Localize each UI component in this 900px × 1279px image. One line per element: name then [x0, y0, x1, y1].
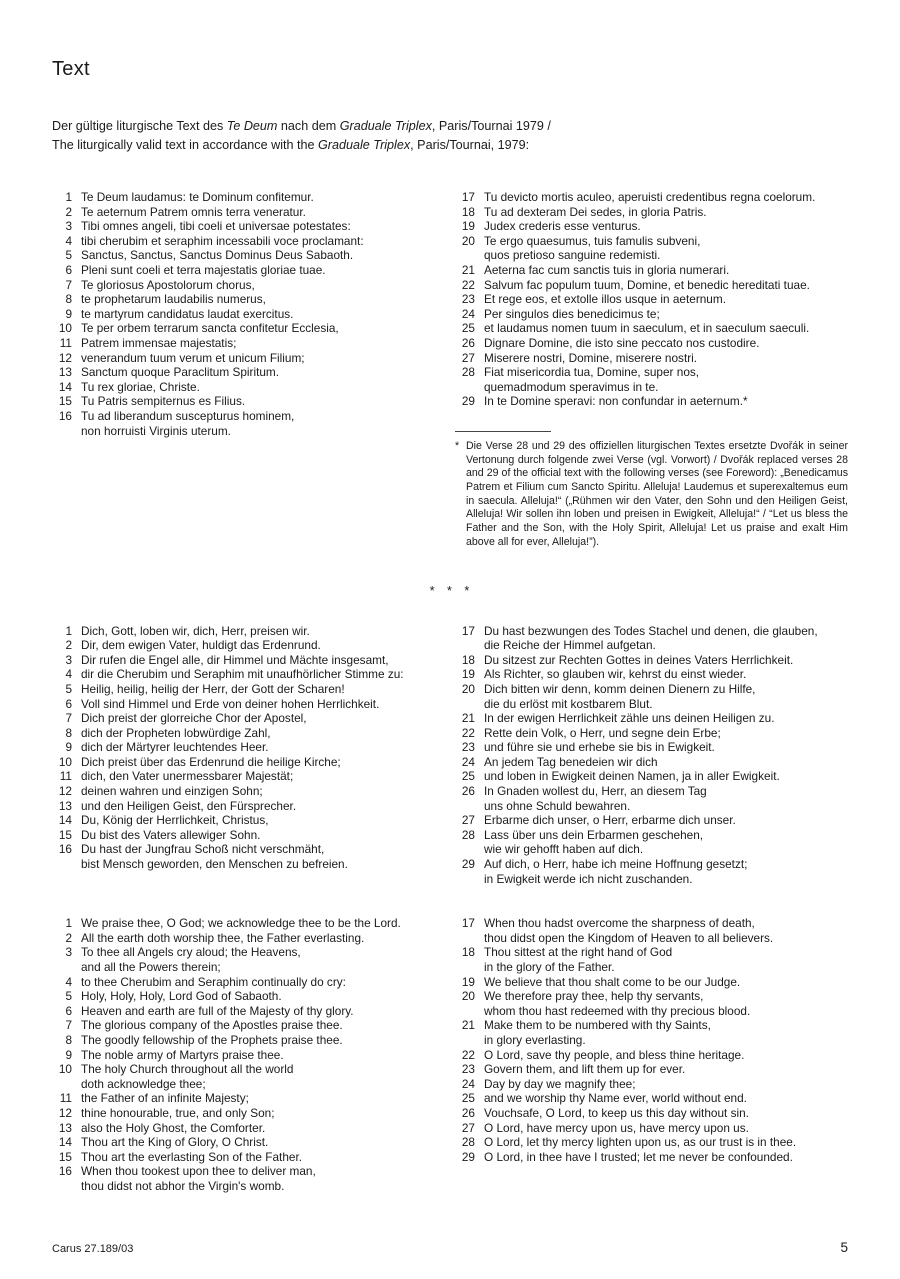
verse-text: Et rege eos, et extolle illos usque in aeternum.: [484, 292, 726, 307]
verse-text: Als Richter, so glauben wir, kehrst du einst wieder.: [484, 667, 747, 682]
verse-number: 2: [65, 204, 72, 219]
verse-row: [52, 1121, 455, 1136]
verse-row: [52, 1150, 455, 1165]
verse-number: 14: [58, 379, 72, 394]
verse-text: The holy Church throughout all the world doth acknowledge thee;: [81, 1062, 294, 1091]
verse-text: dir die Cherubim und Seraphim mit unaufhörlicher Stimme zu:: [81, 667, 404, 682]
footnote-marker: *: [455, 439, 460, 452]
verse-text: Dich preist über das Erdenrund die heilige Kirche;: [81, 754, 341, 769]
verse-number: 20: [461, 681, 475, 696]
verse-number: 17: [461, 190, 475, 204]
verse-text: Du bist des Vaters allewiger Sohn.: [81, 827, 261, 842]
verse-row: [52, 394, 455, 409]
page-number: 5: [840, 1240, 848, 1255]
latin-right-column: [455, 190, 848, 550]
verse-text: Tu devicto mortis aculeo, aperuisti credentibus regna coelorum.: [484, 190, 816, 204]
verse-number: 28: [461, 365, 475, 380]
intro-text-segment: nach dem: [277, 119, 340, 133]
verse-number: 26: [461, 784, 475, 799]
verse-number: 18: [461, 204, 475, 219]
verse-number: 18: [461, 652, 475, 667]
verse-row: [52, 1062, 455, 1091]
verse-row: [455, 989, 848, 1018]
verse-text: Du sitzest zur Rechten Gottes in deines Vaters Herrlichkeit.: [484, 652, 794, 667]
verse-row: [455, 190, 848, 205]
german-verse-list-right: [455, 624, 848, 887]
verse-text: Te per orbem terrarum sancta confitetur Ecclesia,: [81, 321, 339, 336]
verse-row: [455, 351, 848, 366]
verse-number: 1: [65, 916, 72, 931]
verse-text: the Father of an infinite Majesty;: [81, 1091, 249, 1106]
verse-text: An jedem Tag benedeien wir dich: [484, 754, 658, 769]
verse-text: All the earth doth worship thee, the Father everlasting.: [81, 930, 365, 945]
verse-row: [52, 1033, 455, 1048]
verse-number: 8: [65, 292, 72, 307]
verse-row: [455, 975, 848, 990]
verse-row: [455, 624, 848, 653]
verse-text: We praise thee, O God; we acknowledge thee to be the Lord.: [81, 916, 401, 931]
verse-text: Tu Patris sempiternus es Filius.: [81, 394, 246, 409]
verse-text: Thou art the King of Glory, O Christ.: [81, 1135, 269, 1150]
verse-text: When thou tookest upon thee to deliver man, thou didst not abhor the Virgin's womb.: [81, 1164, 316, 1193]
verse-row: [455, 1048, 848, 1063]
verse-row: [52, 380, 455, 395]
verse-text: Dir, dem ewigen Vater, huldigt das Erdenrund.: [81, 638, 321, 653]
verse-text: We believe that thou shalt come to be our Judge.: [484, 974, 741, 989]
catalog-number: Carus 27.189/03: [52, 1243, 134, 1255]
verse-row: [455, 1018, 848, 1047]
footnote-text: Die Verse 28 und 29 des offiziellen liturgischen Textes ersetzte Dvořák in seiner Vertonung durch folgende zwei Verse (vgl. Vorwort) / Dvořák replaced verses 28 and 29 of the official text with the following verses (see Foreword): „Benedicamus Patrem et Filium cum Sancto Spiritu. Alleluja! Laudemus et superexaltemus eum in saecula. Alleluja!“ („Rühmen wir den Vater, den Sohn und den Heiligen Geist, Alleluja! Wir sollen ihn loben und preisen in Ewigkeit, Alleluja!“ / “Let us bless the Father and the Son, with the Holy Spirit, Alleluja! Let us praise and exalt Him above all for ever, Alleluja!”).: [466, 439, 848, 548]
verse-row: [52, 1164, 455, 1193]
verse-number: 15: [58, 827, 72, 842]
verse-text: und den Heiligen Geist, den Fürsprecher.: [81, 798, 297, 813]
verse-number: 10: [58, 1062, 72, 1077]
verse-number: 6: [65, 262, 72, 277]
verse-row: [52, 292, 455, 307]
verse-text: tibi cherubim et seraphim incessabili voce proclamant:: [81, 233, 364, 248]
verse-text: Sanctum quoque Paraclitum Spiritum.: [81, 365, 280, 380]
verse-row: [52, 799, 455, 814]
verse-number: 28: [461, 1135, 475, 1150]
verse-number: 21: [461, 262, 475, 277]
verse-row: [455, 1106, 848, 1121]
verse-row: [455, 769, 848, 784]
verse-text: Patrem immensae majestatis;: [81, 335, 237, 350]
verse-text: dich, den Vater unermessbarer Majestät;: [81, 769, 294, 784]
verse-number: 21: [461, 1018, 475, 1033]
verse-row: [52, 813, 455, 828]
verse-number: 18: [461, 945, 475, 960]
verse-row: [52, 931, 455, 946]
verse-text: The goodly fellowship of the Prophets praise thee.: [81, 1032, 343, 1047]
verse-row: [52, 248, 455, 263]
verse-row: [455, 1091, 848, 1106]
verse-row: [455, 205, 848, 220]
verse-text: Te ergo quaesumus, tuis famulis subveni, quos pretioso sanguine redemisti.: [484, 233, 701, 263]
verse-number: 9: [65, 740, 72, 755]
verse-number: 8: [65, 725, 72, 740]
verse-number: 7: [65, 1018, 72, 1033]
verse-text: Te aeternum Patrem omnis terra veneratur.: [81, 204, 306, 219]
verse-number: 27: [461, 813, 475, 828]
verse-text: te martyrum candidatus laudat exercitus.: [81, 306, 294, 321]
verse-row: [455, 711, 848, 726]
verse-number: 6: [65, 1003, 72, 1018]
verse-text: Dich, Gott, loben wir, dich, Herr, preisen wir.: [81, 623, 310, 638]
verse-number: 15: [58, 1149, 72, 1164]
verse-number: 27: [461, 350, 475, 365]
verse-number: 2: [65, 930, 72, 945]
verse-number: 16: [58, 408, 72, 423]
verse-text: et laudamus nomen tuum in saeculum, et in saeculum saeculi.: [484, 321, 810, 336]
verse-row: [455, 813, 848, 828]
verse-number: 10: [58, 754, 72, 769]
intro-text-segment: The liturgically valid text in accordance with the: [52, 137, 318, 152]
verse-text: also the Holy Ghost, the Comforter.: [81, 1120, 266, 1135]
verse-text: Dich bitten wir denn, komm deinen Dienern zu Hilfe, die du erlöst mit kostbarem Blut.: [484, 681, 756, 711]
verse-text: O Lord, in thee have I trusted; let me never be confounded.: [484, 1149, 793, 1164]
verse-text: Holy, Holy, Holy, Lord God of Sabaoth.: [81, 989, 282, 1004]
verse-text: und loben in Ewigkeit deinen Namen, ja in aller Ewigkeit.: [484, 769, 780, 784]
verse-text: The noble army of Martyrs praise thee.: [81, 1047, 284, 1062]
verse-row: [52, 769, 455, 784]
verse-number: 3: [65, 652, 72, 667]
verse-row: [455, 916, 848, 945]
verse-text: Dich preist der glorreiche Chor der Apostel,: [81, 711, 307, 726]
english-verse-list-left: [52, 916, 455, 1193]
verse-number: 25: [461, 769, 475, 784]
verse-number: 17: [461, 623, 475, 638]
section-separator-asterisks: * * *: [429, 583, 471, 598]
verse-row: [52, 828, 455, 843]
verse-number: 25: [461, 1091, 475, 1106]
intro: [52, 117, 848, 154]
verse-number: 5: [65, 989, 72, 1004]
verse-row: [455, 278, 848, 293]
intro-italic-title: Te Deum: [226, 119, 278, 133]
verse-row: [52, 205, 455, 220]
verse-row: [455, 1150, 848, 1165]
verse-number: 29: [461, 1149, 475, 1164]
verse-number: 17: [461, 916, 475, 931]
verse-text: O Lord, have mercy upon us, have mercy upon us.: [484, 1120, 749, 1135]
verse-number: 23: [461, 740, 475, 755]
verse-number: 28: [461, 827, 475, 842]
verse-text: dich der Märtyrer leuchtendes Heer.: [81, 740, 269, 755]
verse-row: [52, 219, 455, 234]
verse-number: 29: [461, 394, 475, 409]
verse-text: Tibi omnes angeli, tibi coeli et universae potestates:: [81, 219, 351, 234]
verse-row: [455, 307, 848, 322]
verse-row: [455, 263, 848, 278]
verse-text: Pleni sunt coeli et terra majestatis gloriae tuae.: [81, 262, 326, 277]
verse-number: 5: [65, 248, 72, 263]
verse-number: 3: [65, 945, 72, 960]
verse-row: [455, 857, 848, 886]
verse-number: 25: [461, 321, 475, 336]
verse-row: [52, 945, 455, 974]
verse-text: In der ewigen Herrlichkeit zähle uns deinen Heiligen zu.: [484, 711, 775, 726]
verse-text: In Gnaden wollest du, Herr, an diesem Tag uns ohne Schuld bewahren.: [484, 784, 707, 813]
verse-number: 16: [58, 842, 72, 857]
verse-row: [52, 1106, 455, 1121]
section-latin: [52, 190, 848, 550]
verse-text: deinen wahren und einzigen Sohn;: [81, 784, 263, 799]
verse-number: 4: [65, 974, 72, 989]
verse-number: 19: [461, 667, 475, 682]
verse-text: und führe sie und erhebe sie bis in Ewigkeit.: [484, 740, 715, 755]
verse-text: We therefore pray thee, help thy servants, whom thou hast redeemed with thy precious blood.: [484, 989, 751, 1018]
verse-number: 24: [461, 1076, 475, 1091]
verse-number: 7: [65, 277, 72, 292]
verse-row: [455, 828, 848, 857]
verse-row: [52, 726, 455, 741]
verse-text: Salvum fac populum tuum, Domine, et benedic hereditati tuae.: [484, 277, 810, 292]
verse-number: 11: [59, 335, 72, 350]
intro-text-segment: Der gültige liturgische Text des: [52, 119, 227, 133]
verse-text: Judex crederis esse venturus.: [484, 219, 641, 234]
verse-row: [455, 1121, 848, 1136]
verse-text: Vouchsafe, O Lord, to keep us this day without sin.: [484, 1105, 749, 1120]
verse-number: 24: [461, 754, 475, 769]
verse-number: 4: [65, 667, 72, 682]
verse-text: Make them to be numbered with thy Saints, in glory everlasting.: [484, 1018, 711, 1047]
verse-row: [455, 394, 848, 409]
verse-number: 12: [58, 1105, 72, 1120]
verse-row: [52, 711, 455, 726]
verse-row: [455, 945, 848, 974]
verse-row: [52, 697, 455, 712]
verse-number: 10: [58, 321, 72, 336]
verse-number: 11: [59, 1091, 72, 1106]
verse-text: te prophetarum laudabilis numerus,: [81, 292, 266, 307]
verse-row: [52, 740, 455, 755]
verse-number: 22: [461, 725, 475, 740]
verse-row: [455, 365, 848, 394]
verse-row: [52, 682, 455, 697]
verse-row: [455, 682, 848, 711]
verse-text: Dignare Domine, die isto sine peccato nos custodire.: [484, 335, 760, 350]
verse-row: [52, 1018, 455, 1033]
verse-text: Day by day we magnify thee;: [484, 1076, 636, 1091]
verse-text: Du hast der Jungfrau Schoß nicht verschmäht, bist Mensch geworden, den Menschen zu befreien.: [81, 842, 348, 872]
verse-number: 23: [461, 292, 475, 307]
verse-number: 23: [461, 1062, 475, 1077]
verse-row: [455, 755, 848, 770]
verse-row: [52, 1048, 455, 1063]
verse-row: [455, 321, 848, 336]
verse-number: 20: [461, 989, 475, 1004]
verse-row: [52, 263, 455, 278]
verse-row: [455, 219, 848, 234]
verse-row: [52, 1091, 455, 1106]
verse-text: Te Deum laudamus: te Dominum confitemur.: [81, 190, 314, 204]
verse-row: [455, 726, 848, 741]
verse-row: [52, 307, 455, 322]
verse-text: Fiat misericordia tua, Domine, super nos, quemadmodum speravimus in te.: [484, 365, 700, 394]
verse-text: O Lord, let thy mercy lighten upon us, as our trust is in thee.: [484, 1135, 797, 1150]
verse-row: [455, 292, 848, 307]
verse-text: venerandum tuum verum et unicum Filium;: [81, 350, 305, 365]
verse-text: Govern them, and lift them up for ever.: [484, 1062, 686, 1077]
verse-text: Heaven and earth are full of the Majesty of thy glory.: [81, 1003, 354, 1018]
latin-verse-list-right: [455, 190, 848, 409]
verse-row: [455, 667, 848, 682]
verse-text: Heilig, heilig, heilig der Herr, der Gott der Scharen!: [81, 681, 345, 696]
verse-number: 16: [58, 1164, 72, 1179]
verse-row: [52, 638, 455, 653]
verse-text: Thou sittest at the right hand of God in the glory of the Father.: [484, 945, 673, 974]
verse-number: 14: [58, 813, 72, 828]
verse-row: [455, 1077, 848, 1092]
verse-text: Tu ad dexteram Dei sedes, in gloria Patris.: [484, 204, 707, 219]
verse-row: [455, 740, 848, 755]
verse-number: 7: [65, 711, 72, 726]
section-german: [52, 624, 848, 887]
german-verse-list-left: [52, 624, 455, 887]
verse-row: [52, 234, 455, 249]
verse-number: 26: [461, 1105, 475, 1120]
verse-number: 6: [65, 696, 72, 711]
verse-text: O Lord, save thy people, and bless thine heritage.: [484, 1047, 745, 1062]
verse-text: Tu rex gloriae, Christe.: [81, 379, 200, 394]
verse-row: [52, 321, 455, 336]
verse-text: Voll sind Himmel und Erde von deiner hohen Herrlichkeit.: [81, 696, 380, 711]
verse-row: [52, 784, 455, 799]
verse-row: [455, 1135, 848, 1150]
verse-text: In te Domine speravi: non confundar in aeternum.*: [484, 394, 748, 409]
verse-text: Lass über uns dein Erbarmen geschehen, wie wir gehofft haben auf dich.: [484, 827, 704, 857]
verse-text: The glorious company of the Apostles praise thee.: [81, 1018, 343, 1033]
intro-text-segment: , Paris/Tournai, 1979:: [410, 137, 530, 152]
verse-row: [52, 336, 455, 351]
verse-text: dich der Propheten lobwürdige Zahl,: [81, 725, 271, 740]
page-title: Text: [52, 58, 90, 80]
verse-number: 13: [58, 1120, 72, 1135]
verse-number: 19: [461, 219, 475, 234]
english-verse-list-right: [455, 916, 848, 1193]
verse-number: 13: [58, 798, 72, 813]
verse-row: [52, 842, 455, 871]
verse-number: 21: [461, 711, 475, 726]
verse-number: 4: [65, 233, 72, 248]
verse-number: 12: [58, 350, 72, 365]
verse-number: 19: [461, 974, 475, 989]
verse-row: [52, 975, 455, 990]
intro-text-segment: , Paris/Tournai 1979 /: [431, 119, 551, 133]
verse-text: To thee all Angels cry aloud; the Heavens, and all the Powers therein;: [81, 945, 301, 974]
page-footer: [52, 1240, 848, 1255]
verse-text: Tu ad liberandum suscepturus hominem, non horruisti Virginis uterum.: [81, 408, 295, 438]
verse-text: thine honourable, true, and only Son;: [81, 1105, 275, 1120]
verse-number: 9: [65, 306, 72, 321]
intro-line-english: [52, 136, 848, 155]
verse-number: 5: [65, 681, 72, 696]
verse-number: 14: [58, 1135, 72, 1150]
verse-number: 11: [59, 769, 72, 784]
verse-text: Te gloriosus Apostolorum chorus,: [81, 277, 255, 292]
verse-text: to thee Cherubim and Seraphim continually do cry:: [81, 974, 346, 989]
verse-text: Per singulos dies benedicimus te;: [484, 306, 660, 321]
latin-verse-list-left: [52, 190, 455, 550]
verse-row: [455, 234, 848, 263]
verse-number: 2: [65, 638, 72, 653]
verse-number: 15: [58, 394, 72, 409]
verse-number: 24: [461, 306, 475, 321]
verse-row: [52, 351, 455, 366]
verse-number: 22: [461, 1047, 475, 1062]
footnote-rule: [455, 431, 551, 432]
verse-row: [455, 653, 848, 668]
verse-number: 8: [65, 1032, 72, 1047]
verse-text: Du, König der Herrlichkeit, Christus,: [81, 813, 269, 828]
verse-number: 13: [58, 365, 72, 380]
verse-row: [52, 409, 455, 438]
verse-row: [52, 989, 455, 1004]
verse-number: 29: [461, 857, 475, 872]
verse-row: [455, 336, 848, 351]
verse-text: Dir rufen die Engel alle, dir Himmel und Mächte insgesamt,: [81, 652, 389, 667]
intro-italic-title: Graduale Triplex: [339, 119, 432, 133]
intro-line-german: [52, 117, 848, 136]
verse-text: Du hast bezwungen des Todes Stachel und denen, die glauben, die Reiche der Himmel aufgetan.: [484, 623, 818, 653]
verse-row: [52, 365, 455, 380]
verse-text: Thou art the everlasting Son of the Father.: [81, 1149, 302, 1164]
verse-number: 22: [461, 277, 475, 292]
verse-text: Aeterna fac cum sanctis tuis in gloria numerari.: [484, 262, 730, 277]
verse-number: 26: [461, 335, 475, 350]
verse-number: 9: [65, 1047, 72, 1062]
verse-number: 1: [65, 190, 72, 204]
verse-row: [455, 1062, 848, 1077]
verse-row: [52, 916, 455, 931]
verse-row: [52, 624, 455, 639]
verse-row: [52, 667, 455, 682]
verse-text: Auf dich, o Herr, habe ich meine Hoffnung gesetzt; in Ewigkeit werde ich nicht zuschanden.: [484, 857, 748, 886]
footnote: [455, 431, 848, 550]
verse-text: Miserere nostri, Domine, miserere nostri.: [484, 350, 698, 365]
section-english: [52, 916, 848, 1193]
verse-row: [455, 784, 848, 813]
verse-number: 27: [461, 1120, 475, 1135]
verse-number: 20: [461, 233, 475, 248]
verse-number: 3: [65, 219, 72, 234]
verse-text: Sanctus, Sanctus, Sanctus Dominus Deus Sabaoth.: [81, 248, 354, 263]
verse-row: [52, 755, 455, 770]
verse-text: Rette dein Volk, o Herr, und segne dein Erbe;: [484, 725, 721, 740]
verse-text: and we worship thy Name ever, world without end.: [484, 1091, 747, 1106]
verse-row: [52, 653, 455, 668]
intro-italic-title: Graduale Triplex: [318, 137, 411, 152]
verse-row: [52, 1135, 455, 1150]
verse-text: When thou hadst overcome the sharpness of death, thou didst open the Kingdom of Heaven to all believers.: [484, 916, 774, 945]
verse-row: [52, 190, 455, 205]
verse-row: [52, 1004, 455, 1019]
verse-number: 12: [58, 784, 72, 799]
verse-text: Erbarme dich unser, o Herr, erbarme dich unser.: [484, 813, 736, 828]
verse-row: [52, 278, 455, 293]
verse-number: 1: [65, 623, 72, 638]
